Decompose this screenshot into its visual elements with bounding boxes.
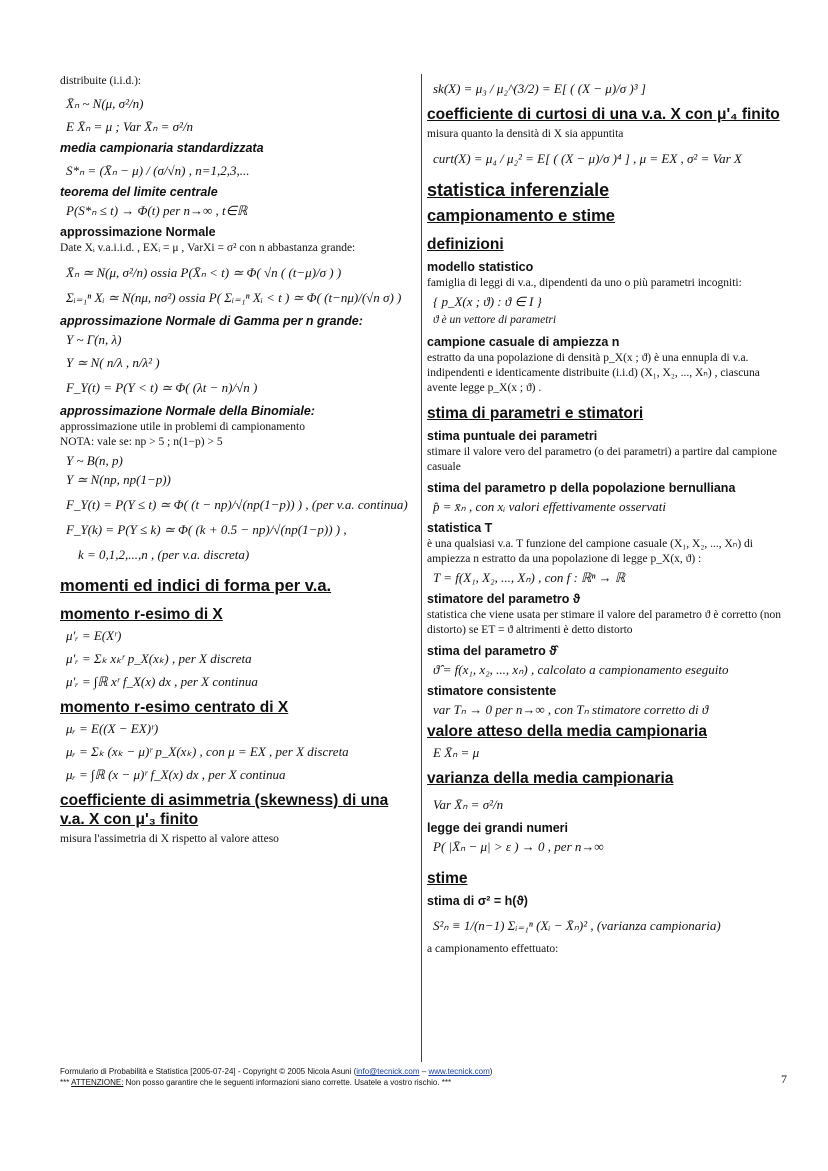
formula-central-moment-continuous: μᵣ = ∫ℝ (x − μ)ʳ f_X(x) dx , per X continua <box>66 767 286 782</box>
heading-moments: momenti ed indici di forma per v.a. <box>60 577 332 595</box>
heading-gamma-approximation: approssimazione Normale di Gamma per n grande: <box>60 314 363 328</box>
heading-binomial-approximation: approssimazione Normale della Binomiale: <box>60 404 315 418</box>
formula-gamma-cdf: F_Y(t) = P(Y < t) ≃ Φ( (λt − n)/√n ) <box>66 380 258 395</box>
statistical-model-text: famiglia di leggi di v.a., dipendenti da uno o più parametri incogniti: <box>427 277 742 289</box>
formula-standardized-mean: S*ₙ = (X̄ₙ − μ) / (σ/√n) , n=1,2,3,... <box>66 163 250 178</box>
footer-line-copyright <box>60 1066 760 1077</box>
heading-consistent-estimator: stimatore consistente <box>427 684 557 698</box>
heading-moment-r: momento r-esimo di X <box>60 606 223 623</box>
formula-binomial-dist: Y ~ B(n, p) <box>66 453 123 468</box>
formula-moment-continuous: μ′ᵣ = ∫ℝ xʳ f_X(x) dx , per X continua <box>66 674 258 689</box>
heading-sampling: campionamento e stime <box>427 207 615 225</box>
formula-central-moment-discrete: μᵣ = Σₖ (xₖ − μ)ʳ p_X(xₖ) , con μ = EX , per X discreta <box>66 744 349 759</box>
binomial-text-2: NOTA: vale se: np > 5 ; n(1−p) > 5 <box>60 436 223 448</box>
heading-random-sample: campione casuale di ampiezza n <box>427 335 620 349</box>
formula-bernoulli-estimate: p̂ = x̄ₙ , con xᵢ valori effettivamente osservati <box>433 499 666 514</box>
footer-attention-label: ATTENZIONE: <box>71 1078 124 1087</box>
heading-inferential-statistics: statistica inferenziale <box>427 180 610 200</box>
heading-point-estimate: stima puntuale dei parametri <box>427 429 598 443</box>
column-divider <box>421 74 422 1062</box>
footer-warning-prefix: *** <box>60 1078 72 1087</box>
heading-normal-approximation: approssimazione Normale <box>60 225 216 239</box>
formula-mean-distribution: X̄ₙ ~ N(μ, σ²/n) <box>66 96 144 111</box>
formula-expected-sample-mean: E X̄ₙ = μ <box>433 745 480 760</box>
formula-parameter-estimate: ϑ̂ = f(x₁, x₂, ..., xₙ) , calcolato a campionamento eseguito <box>433 662 729 677</box>
random-sample-text: estratto da una popolazione di densità p_X(x ; ϑ) è una ennupla di v.a. indipendenti e identicamente distribuite (i.i.d) (X₁, X₂, ..., Xₙ) , ciascuna avente legge p_X(x ; ϑ) . <box>427 352 760 394</box>
formula-central-limit: P(S*ₙ ≤ t) → Φ(t) per n→∞ , t∈ℝ <box>66 203 248 218</box>
formula-law-of-large-numbers: P( |X̄ₙ − μ| > ε ) → 0 , per n→∞ <box>433 839 604 854</box>
page-footer <box>60 1066 760 1088</box>
right-column <box>427 74 789 957</box>
heading-estimate-of-variance: stima di σ² = h(ϑ) <box>427 894 528 908</box>
heading-estimator: stimatore del parametro ϑ <box>427 592 581 606</box>
statistic-t-text: è una qualsiasi v.a. T funzione del campione casuale (X₁, X₂, ..., Xₙ) di ampiezza n estratto da una popolazione di legge p_X(x, ϑ) : <box>427 538 753 565</box>
formula-binomial-continuous: F_Y(t) = P(Y ≤ t) ≃ Φ( (t − np)/√(np(1−p)) ) , (per v.a. continua) <box>66 497 408 512</box>
heading-bernoulli-estimate: stima del parametro p della popolazione bernulliana <box>427 481 736 495</box>
formula-normal-sum: Σᵢ₌₁ⁿ Xᵢ ≃ N(nμ, nσ²) ossia P( Σᵢ₌₁ⁿ Xᵢ < t ) ≃ Φ( (t−nμ)/(√n σ) ) <box>66 290 402 305</box>
formula-binomial-k-range: k = 0,1,2,...,n , (per v.a. discreta) <box>78 547 250 562</box>
footer-email-link[interactable]: info@tecnick.com <box>356 1067 420 1076</box>
formula-moment-def: μ′ᵣ = E(Xʳ) <box>66 628 122 643</box>
formula-moment-discrete: μ′ᵣ = Σₖ xₖʳ p_X(xₖ) , per X discreta <box>66 651 252 666</box>
formula-skewness: sk(X) = μ₃ / μ₂^(3/2) = E[ ( (X − μ)/σ )³ ] <box>433 81 646 96</box>
footer-dash: – <box>419 1067 429 1076</box>
heading-expected-sample-mean: valore atteso della media campionaria <box>427 723 707 740</box>
estimator-text: statistica che viene usata per stimare il valore del parametro ϑ è corretto (non distorto) se ET = ϑ altrimenti è detto distorto <box>427 609 782 636</box>
page-number: 7 <box>781 1072 787 1086</box>
heading-estimates: stima di parametri e stimatori <box>427 405 644 422</box>
heading-statistical-model: modello statistico <box>427 260 534 274</box>
normal-approximation-text: Date Xᵢ v.a.i.i.d. , EXᵢ = μ , VarXi = σ² con n abbastanza grande: <box>60 242 356 254</box>
point-estimate-text: stimare il valore vero del parametro (o dei parametri) a partire dal campione casuale <box>427 446 777 473</box>
formula-gamma-normal: Y ≃ N( n/λ , n/λ² ) <box>66 355 160 370</box>
after-sampling-text: a campionamento effettuato: <box>427 943 559 955</box>
skewness-text: misura l'assimetria di X rispetto al valore atteso <box>60 833 279 845</box>
heading-central-moment: momento r-esimo centrato di X <box>60 699 289 716</box>
formula-gamma-dist: Y ~ Γ(n, λ) <box>66 332 122 347</box>
formula-binomial-discrete: F_Y(k) = P(Y ≤ k) ≃ Φ( (k + 0.5 − np)/√(np(1−p)) ) , <box>66 522 347 537</box>
footer-copyright-suffix: ) <box>489 1067 493 1076</box>
heading-definitions: definizioni <box>427 236 504 253</box>
footer-warning-text: Non posso garantire che le seguenti informazioni siano corrette. Usatele a vostro rischio. *** <box>123 1078 452 1087</box>
formula-consistent-estimator: var Tₙ → 0 per n→∞ , con Tₙ stimatore corretto di ϑ <box>433 702 709 717</box>
formula-central-moment-def: μᵣ = E((X − EX)ʳ) <box>66 721 159 736</box>
formula-sample-variance: S²ₙ ≡ 1/(n−1) Σᵢ₌₁ⁿ (Xᵢ − X̄ₙ)² , (varianza campionaria) <box>433 918 721 933</box>
formula-kurtosis: curt(X) = μ₄ / μ₂² = E[ ( (X − μ)/σ )⁴ ] , μ = EX , σ² = Var X <box>433 151 742 166</box>
formula-model-params: ϑ è un vettore di parametri <box>433 314 557 326</box>
intro-text: distribuite (i.i.d.): <box>60 75 142 87</box>
left-column <box>60 74 416 847</box>
formula-binomial-normal: Y ≃ N(np, np(1−p)) <box>66 472 171 487</box>
formula-variance-sample-mean: Var X̄ₙ = σ²/n <box>433 797 504 812</box>
heading-parameter-estimate: stima del parametro ϑ̂ <box>427 644 557 658</box>
kurtosis-text: misura quanto la densità di X sia appuntita <box>427 128 624 140</box>
formula-model-family: { p_X(x ; ϑ) : ϑ ∈ I } <box>433 294 542 309</box>
heading-kurtosis: coefficiente di curtosi di una v.a. X con μ'₄ finito <box>427 106 780 123</box>
heading-estimates-stime: stime <box>427 870 468 887</box>
formula-normal-mean: X̄ₙ ≃ N(μ, σ²/n) ossia P(X̄ₙ < t) ≃ Φ( √n ( (t−μ)/σ ) ) <box>66 265 342 280</box>
heading-law-of-large-numbers: legge dei grandi numeri <box>427 821 568 835</box>
footer-line-warning <box>60 1077 760 1088</box>
heading-skewness: coefficiente di asimmetria (skewness) di una v.a. X con μ'₃ finito <box>60 792 389 828</box>
footer-site-link[interactable]: www.tecnick.com <box>428 1067 490 1076</box>
heading-statistic-t: statistica T <box>427 521 493 535</box>
formula-mean-variance: E X̄ₙ = μ ; Var X̄ₙ = σ²/n <box>66 119 194 134</box>
footer-copyright-prefix: Formulario di Probabilità e Statistica [2005-07-24] - Copyright © 2005 Nicola Asuni ( <box>60 1067 357 1076</box>
heading-central-limit-theorem: teorema del limite centrale <box>60 185 218 199</box>
heading-standardized-mean: media campionaria standardizzata <box>60 141 264 155</box>
heading-variance-sample-mean: varianza della media campionaria <box>427 770 674 787</box>
binomial-text-1: approssimazione utile in problemi di campionamento <box>60 421 305 433</box>
formula-statistic-t: T = f(X₁, X₂, ..., Xₙ) , con f : ℝⁿ → ℝ <box>433 570 626 585</box>
